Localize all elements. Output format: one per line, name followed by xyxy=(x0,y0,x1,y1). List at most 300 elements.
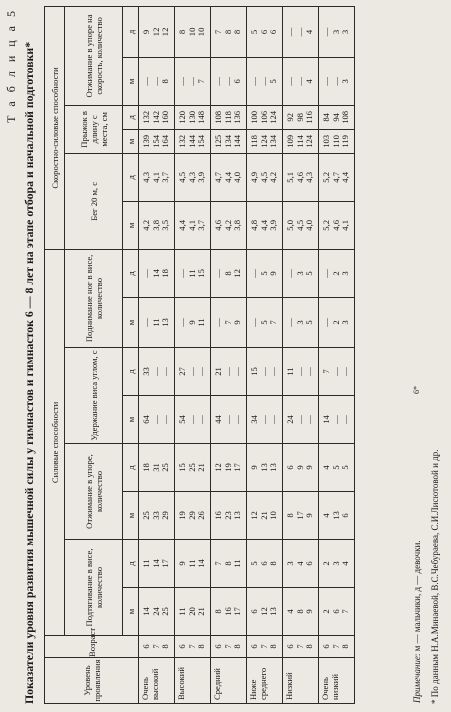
header-m: м xyxy=(123,396,139,444)
value: — xyxy=(340,367,351,376)
value: 4,9 xyxy=(248,171,259,183)
value: 6 xyxy=(248,609,259,614)
value: — xyxy=(320,269,331,278)
value: 17 xyxy=(232,463,243,472)
value: 4,7 xyxy=(212,171,223,183)
value: 24 xyxy=(284,415,295,424)
value: — xyxy=(320,27,331,37)
value: 25 xyxy=(160,607,171,616)
value: — xyxy=(186,415,197,424)
value: 8 xyxy=(222,561,233,566)
value: — xyxy=(258,415,269,424)
value: 11 xyxy=(186,559,197,568)
value-cell xyxy=(139,540,175,588)
value: 21 xyxy=(196,463,207,472)
value: 4 xyxy=(294,561,305,566)
value: — xyxy=(258,367,269,376)
value-cell xyxy=(283,444,319,492)
value-cell xyxy=(139,298,175,348)
value: 11 xyxy=(150,318,161,327)
value: 4,0 xyxy=(304,219,315,231)
value: 3 xyxy=(340,29,351,35)
value: — xyxy=(320,318,331,327)
value: 4 xyxy=(320,465,331,470)
value: 139 xyxy=(140,134,151,148)
value: 5,2 xyxy=(320,171,331,183)
value: 7 xyxy=(212,29,223,35)
value: 25 xyxy=(186,463,197,472)
value: 4,8 xyxy=(248,219,259,231)
value: 13 xyxy=(330,511,341,520)
value: 132 xyxy=(176,134,187,148)
value: 5,1 xyxy=(284,171,295,183)
value-cell xyxy=(319,492,355,540)
value-cell xyxy=(175,249,211,297)
value: 13 xyxy=(258,463,269,472)
note-text: : м — мальчики, д — девочки. xyxy=(412,540,422,657)
value-cell xyxy=(247,444,283,492)
table-number: Т а б л и ц а 5 xyxy=(4,8,18,123)
value-cell xyxy=(139,588,175,636)
value: 4,5 xyxy=(294,219,305,231)
value: 132 xyxy=(140,110,151,124)
value: — xyxy=(258,77,269,86)
value: 94 xyxy=(330,113,341,122)
value: 4,0 xyxy=(232,171,243,183)
value-cell xyxy=(283,540,319,588)
value-cell xyxy=(139,57,175,105)
value: 12 xyxy=(258,607,269,616)
value-cell xyxy=(319,298,355,348)
table-row xyxy=(247,7,283,704)
value: 31 xyxy=(150,463,161,472)
header-m: м xyxy=(123,57,139,105)
value-cell xyxy=(319,7,355,58)
value-cell xyxy=(175,540,211,588)
value: — xyxy=(212,77,223,86)
value: 9 xyxy=(294,465,305,470)
value: 12 xyxy=(232,269,243,278)
table-body xyxy=(139,7,355,704)
value-cell xyxy=(139,444,175,492)
value-cell xyxy=(175,444,211,492)
value: 29 xyxy=(160,511,171,520)
value: — xyxy=(294,367,305,376)
value: — xyxy=(186,77,197,86)
value: 6 xyxy=(284,465,295,470)
age-value: 6 xyxy=(320,644,331,649)
value-cell xyxy=(283,492,319,540)
value: 8 xyxy=(232,29,243,35)
value-cell xyxy=(319,105,355,129)
value: 5 xyxy=(304,271,315,276)
value: 11 xyxy=(232,559,243,568)
value: 9 xyxy=(304,609,315,614)
data-table xyxy=(44,6,355,704)
header-d: д xyxy=(123,249,139,297)
value-cell xyxy=(247,7,283,58)
header-run20: Бег 20 м, с xyxy=(65,153,123,249)
age-value: 7 xyxy=(222,644,233,649)
value-cell xyxy=(319,201,355,249)
value-cell xyxy=(211,129,247,153)
value: 3,7 xyxy=(160,171,171,183)
age-cell xyxy=(319,636,355,658)
value: 19 xyxy=(222,463,233,472)
value-cell xyxy=(319,444,355,492)
value: — xyxy=(248,318,259,327)
value: — xyxy=(268,415,279,424)
level-cell: Низкий xyxy=(283,658,319,704)
value: 33 xyxy=(150,511,161,520)
value: — xyxy=(222,77,233,86)
value: 124 xyxy=(258,134,269,148)
value: 108 xyxy=(212,110,223,124)
header-d: д xyxy=(123,7,139,58)
value-cell xyxy=(211,348,247,396)
value: 4,2 xyxy=(268,171,279,183)
value: 10 xyxy=(196,27,207,37)
value: 164 xyxy=(160,134,171,148)
value: 44 xyxy=(212,415,223,424)
value: 6 xyxy=(330,609,341,614)
value: 5 xyxy=(268,79,279,84)
header-m: м xyxy=(123,492,139,540)
value-cell xyxy=(139,153,175,201)
value: — xyxy=(340,415,351,424)
level-cell: Средний xyxy=(211,658,247,704)
value: 3,9 xyxy=(268,219,279,231)
age-value: 8 xyxy=(340,644,351,649)
value: 19 xyxy=(176,511,187,520)
value: 5 xyxy=(248,29,259,35)
header-d: д xyxy=(123,153,139,201)
value: 4,7 xyxy=(330,171,341,183)
value: — xyxy=(222,367,233,376)
value: 9 xyxy=(232,320,243,325)
value: 13 xyxy=(232,511,243,520)
age-value: 7 xyxy=(330,644,341,649)
value-cell xyxy=(247,201,283,249)
value: — xyxy=(330,367,341,376)
value: 5,2 xyxy=(320,219,331,231)
value: — xyxy=(232,367,243,376)
value: 3,7 xyxy=(196,219,207,231)
value: 13 xyxy=(268,607,279,616)
value: 64 xyxy=(140,415,151,424)
age-cell xyxy=(283,636,319,658)
value: 24 xyxy=(150,607,161,616)
value: 110 xyxy=(330,135,341,148)
value: — xyxy=(268,367,279,376)
value: 6 xyxy=(304,561,315,566)
value: 14 xyxy=(320,415,331,424)
table-row xyxy=(139,7,175,704)
value: 9 xyxy=(186,320,197,325)
value: 3,8 xyxy=(232,219,243,231)
value: — xyxy=(284,27,295,37)
value-cell xyxy=(319,588,355,636)
age-value: 8 xyxy=(268,644,279,649)
value: 25 xyxy=(140,511,151,520)
value: — xyxy=(140,318,151,327)
header-d: д xyxy=(123,348,139,396)
level-cell: Ниже среднего xyxy=(247,658,283,704)
value: 27 xyxy=(176,367,187,376)
age-cell xyxy=(139,636,175,658)
value-cell xyxy=(211,492,247,540)
value: 2 xyxy=(330,271,341,276)
value: 29 xyxy=(186,511,197,520)
value: 125 xyxy=(212,134,223,148)
value: 98 xyxy=(294,113,305,122)
value: 21 xyxy=(196,607,207,616)
value: 4,6 xyxy=(212,219,223,231)
value: 14 xyxy=(150,269,161,278)
value: 9 xyxy=(140,29,151,35)
value: 17 xyxy=(294,511,305,520)
level-cell: Высокий xyxy=(175,658,211,704)
value: 8 xyxy=(222,271,233,276)
value: 144 xyxy=(186,134,197,148)
value-cell xyxy=(211,249,247,297)
value-cell xyxy=(283,129,319,153)
value-cell xyxy=(211,588,247,636)
value: 3 xyxy=(330,561,341,566)
value: 4,4 xyxy=(222,171,233,183)
value: 7 xyxy=(268,320,279,325)
value: 3 xyxy=(284,561,295,566)
value: 142 xyxy=(150,110,161,124)
value: 10 xyxy=(186,27,197,37)
value: 15 xyxy=(176,463,187,472)
value-cell xyxy=(247,396,283,444)
value-cell xyxy=(283,588,319,636)
table-row xyxy=(319,7,355,704)
value: 8 xyxy=(212,609,223,614)
value-cell xyxy=(175,348,211,396)
value: 14 xyxy=(140,607,151,616)
value: 4,1 xyxy=(150,171,161,183)
value: 7 xyxy=(212,561,223,566)
value-cell xyxy=(175,153,211,201)
value: 5 xyxy=(258,271,269,276)
header-d: д xyxy=(123,444,139,492)
value: 18 xyxy=(160,269,171,278)
footnote: * По данным Н.А.Минаевой, В.С.Чебураева, С.И.Лисютовой и др. xyxy=(430,449,440,704)
value: 2 xyxy=(330,320,341,325)
value: 4,5 xyxy=(258,171,269,183)
value: — xyxy=(294,415,305,424)
value: 4,1 xyxy=(186,219,197,231)
value: — xyxy=(294,27,305,37)
header-speed-group: Скоростно-силовые способности xyxy=(45,7,65,250)
value: — xyxy=(248,269,259,278)
header-pushups: Отжимание в упоре, количество xyxy=(65,444,123,540)
value: 14 xyxy=(150,559,161,568)
value-cell xyxy=(211,298,247,348)
value: 4,6 xyxy=(294,171,305,183)
value: 13 xyxy=(160,318,171,327)
age-value: 7 xyxy=(294,644,305,649)
age-value: 7 xyxy=(150,644,161,649)
value-cell xyxy=(247,129,283,153)
value: 4,5 xyxy=(176,171,187,183)
value-cell xyxy=(139,249,175,297)
value: 3 xyxy=(330,29,341,35)
age-cell xyxy=(211,636,247,658)
value-cell xyxy=(319,153,355,201)
value-cell xyxy=(319,129,355,153)
value: 5 xyxy=(304,320,315,325)
value: 4 xyxy=(284,609,295,614)
value: — xyxy=(150,367,161,376)
value: 4,1 xyxy=(340,219,351,231)
value-cell xyxy=(175,201,211,249)
value: 6 xyxy=(232,79,243,84)
value: 119 xyxy=(340,135,351,148)
value: — xyxy=(150,415,161,424)
level-cell: Очень низкий xyxy=(319,658,355,704)
value-cell xyxy=(247,105,283,129)
value: 2 xyxy=(320,609,331,614)
value: 108 xyxy=(340,110,351,124)
header-m: м xyxy=(123,201,139,249)
note-label: Примечание xyxy=(412,656,422,703)
value: 130 xyxy=(186,110,197,124)
value: — xyxy=(284,77,295,86)
page-mark: 6* xyxy=(412,386,421,394)
value-cell xyxy=(211,201,247,249)
value: — xyxy=(196,367,207,376)
value: 11 xyxy=(186,269,197,278)
value-cell xyxy=(283,348,319,396)
value: 7 xyxy=(196,79,207,84)
age-value: 6 xyxy=(176,644,187,649)
value: 9 xyxy=(304,513,315,518)
value-cell xyxy=(211,444,247,492)
value: — xyxy=(196,415,207,424)
value-cell xyxy=(175,57,211,105)
header-jump: Прыжок в длину с места, см xyxy=(65,105,123,153)
value-cell xyxy=(319,57,355,105)
value-cell xyxy=(175,298,211,348)
value: 8 xyxy=(222,29,233,35)
value: 160 xyxy=(160,110,171,124)
value: 4,2 xyxy=(222,219,233,231)
value: 5 xyxy=(258,320,269,325)
header-d: д xyxy=(123,105,139,129)
value: — xyxy=(330,77,341,86)
value: 9 xyxy=(248,465,259,470)
value: 3,8 xyxy=(150,219,161,231)
value: 7 xyxy=(320,369,331,374)
header-m: м xyxy=(123,129,139,153)
value: 15 xyxy=(196,269,207,278)
value-cell xyxy=(283,57,319,105)
age-value: 8 xyxy=(196,644,207,649)
value-cell xyxy=(211,105,247,129)
value: 11 xyxy=(196,318,207,327)
value-cell xyxy=(211,396,247,444)
value: 120 xyxy=(176,110,187,124)
value-cell xyxy=(319,348,355,396)
value-cell xyxy=(175,7,211,58)
value: 136 xyxy=(232,110,243,124)
age-value: 8 xyxy=(232,644,243,649)
value: — xyxy=(304,415,315,424)
value: 4,6 xyxy=(330,219,341,231)
value-cell xyxy=(139,396,175,444)
value: 6 xyxy=(258,561,269,566)
age-value: 8 xyxy=(160,644,171,649)
value: 103 xyxy=(320,134,331,148)
value: — xyxy=(248,77,259,86)
value-cell xyxy=(283,249,319,297)
value: 8 xyxy=(160,79,171,84)
value: 144 xyxy=(232,134,243,148)
table-row xyxy=(283,7,319,704)
value-cell xyxy=(247,249,283,297)
value-cell xyxy=(283,7,319,58)
value-cell xyxy=(175,588,211,636)
age-value: 7 xyxy=(186,644,197,649)
value-cell xyxy=(139,105,175,129)
value: — xyxy=(212,269,223,278)
age-value: 6 xyxy=(248,644,259,649)
value: 21 xyxy=(258,511,269,520)
value-cell xyxy=(247,492,283,540)
value-cell xyxy=(319,396,355,444)
value-cell xyxy=(247,298,283,348)
value: 109 xyxy=(284,134,295,148)
header-m: м xyxy=(123,588,139,636)
age-cell xyxy=(175,636,211,658)
value: 116 xyxy=(304,111,315,124)
value: — xyxy=(150,77,161,86)
value: 3 xyxy=(294,271,305,276)
value: — xyxy=(284,269,295,278)
value: 154 xyxy=(150,134,161,148)
value: 12 xyxy=(160,27,171,37)
value: 8 xyxy=(284,513,295,518)
value: 124 xyxy=(268,110,279,124)
value-cell xyxy=(211,153,247,201)
value-cell xyxy=(139,492,175,540)
age-value: 6 xyxy=(212,644,223,649)
value: 92 xyxy=(284,113,295,122)
value: 12 xyxy=(212,463,223,472)
level-cell: Очень высокий xyxy=(139,658,175,704)
value: 11 xyxy=(284,367,295,376)
value: 17 xyxy=(232,607,243,616)
value-cell xyxy=(139,129,175,153)
value: 12 xyxy=(248,511,259,520)
value: — xyxy=(294,77,305,86)
value: 4,4 xyxy=(340,171,351,183)
value: 33 xyxy=(140,367,151,376)
value: 6 xyxy=(340,513,351,518)
value: 4,2 xyxy=(140,219,151,231)
value: 114 xyxy=(294,135,305,148)
table-title: Показатели уровня развития мышечной силы у гимнастов и гимнасток 6 — 8 лет на этапе отбора и начальной подготовки* xyxy=(22,41,36,704)
value: 4 xyxy=(340,561,351,566)
value: 14 xyxy=(196,559,207,568)
value: — xyxy=(160,415,171,424)
value: 84 xyxy=(320,113,331,122)
value: 100 xyxy=(248,110,259,124)
value-cell xyxy=(247,588,283,636)
